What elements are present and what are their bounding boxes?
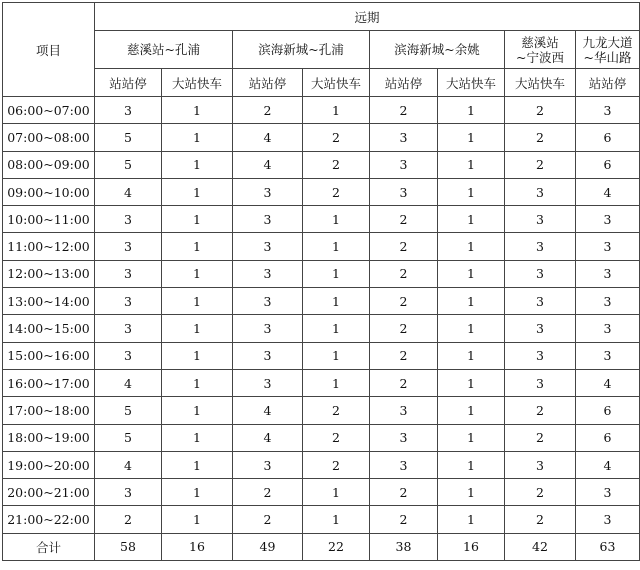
value-cell: 4 bbox=[233, 397, 303, 424]
value-cell: 3 bbox=[233, 206, 303, 233]
value-cell: 1 bbox=[438, 178, 505, 205]
value-cell: 3 bbox=[576, 97, 640, 124]
value-cell: 1 bbox=[303, 506, 370, 533]
value-cell: 2 bbox=[505, 124, 576, 151]
value-cell: 1 bbox=[162, 260, 233, 287]
route-header-text: 九龙大道 ~华山路 bbox=[582, 34, 633, 65]
value-cell: 3 bbox=[576, 479, 640, 506]
table-row bbox=[3, 315, 640, 342]
value-cell: 3 bbox=[95, 479, 162, 506]
value-cell: 1 bbox=[438, 260, 505, 287]
mode-header: 站站停 bbox=[370, 69, 438, 97]
value-cell: 3 bbox=[576, 342, 640, 369]
total-cell: 16 bbox=[162, 533, 233, 560]
value-cell: 2 bbox=[370, 233, 438, 260]
value-cell: 1 bbox=[162, 369, 233, 396]
value-cell: 4 bbox=[95, 369, 162, 396]
time-cell: 09:00~10:00 bbox=[3, 178, 95, 205]
mode-header: 大站快车 bbox=[162, 69, 233, 97]
value-cell: 2 bbox=[505, 151, 576, 178]
value-cell: 3 bbox=[95, 288, 162, 315]
value-cell: 4 bbox=[95, 451, 162, 478]
value-cell: 6 bbox=[576, 397, 640, 424]
value-cell: 1 bbox=[438, 506, 505, 533]
value-cell: 3 bbox=[576, 206, 640, 233]
value-cell: 3 bbox=[370, 178, 438, 205]
value-cell: 1 bbox=[438, 288, 505, 315]
total-label: 合计 bbox=[3, 533, 95, 560]
value-cell: 2 bbox=[233, 506, 303, 533]
value-cell: 2 bbox=[505, 479, 576, 506]
value-cell: 3 bbox=[370, 151, 438, 178]
value-cell: 3 bbox=[576, 288, 640, 315]
value-cell: 5 bbox=[95, 124, 162, 151]
time-cell: 17:00~18:00 bbox=[3, 397, 95, 424]
value-cell: 2 bbox=[505, 424, 576, 451]
value-cell: 3 bbox=[370, 451, 438, 478]
value-cell: 2 bbox=[370, 342, 438, 369]
table-row bbox=[3, 397, 640, 424]
route-header: 慈溪站~孔浦 bbox=[95, 31, 233, 69]
group-header: 远期 bbox=[95, 3, 640, 31]
table-row bbox=[3, 451, 640, 478]
value-cell: 2 bbox=[303, 451, 370, 478]
value-cell: 2 bbox=[303, 151, 370, 178]
value-cell: 2 bbox=[370, 260, 438, 287]
table-body bbox=[3, 97, 640, 561]
value-cell: 4 bbox=[233, 424, 303, 451]
table-row bbox=[3, 178, 640, 205]
value-cell: 1 bbox=[438, 151, 505, 178]
mode-header: 大站快车 bbox=[505, 69, 576, 97]
table-row bbox=[3, 424, 640, 451]
time-cell: 18:00~19:00 bbox=[3, 424, 95, 451]
value-cell: 1 bbox=[162, 479, 233, 506]
value-cell: 6 bbox=[576, 124, 640, 151]
value-cell: 1 bbox=[438, 342, 505, 369]
value-cell: 2 bbox=[370, 288, 438, 315]
value-cell: 1 bbox=[162, 124, 233, 151]
table-row bbox=[3, 260, 640, 287]
route-header-text: 慈溪站 ~宁波西 bbox=[516, 34, 564, 65]
value-cell: 2 bbox=[370, 97, 438, 124]
table-row bbox=[3, 506, 640, 533]
value-cell: 3 bbox=[505, 315, 576, 342]
value-cell: 1 bbox=[438, 479, 505, 506]
value-cell: 1 bbox=[162, 506, 233, 533]
time-cell: 20:00~21:00 bbox=[3, 479, 95, 506]
total-cell: 63 bbox=[576, 533, 640, 560]
value-cell: 4 bbox=[576, 178, 640, 205]
value-cell: 2 bbox=[505, 97, 576, 124]
total-cell: 49 bbox=[233, 533, 303, 560]
time-cell: 16:00~17:00 bbox=[3, 369, 95, 396]
value-cell: 3 bbox=[95, 260, 162, 287]
value-cell: 3 bbox=[95, 97, 162, 124]
timetable bbox=[2, 2, 640, 561]
total-cell: 42 bbox=[505, 533, 576, 560]
value-cell: 3 bbox=[95, 233, 162, 260]
time-cell: 15:00~16:00 bbox=[3, 342, 95, 369]
value-cell: 3 bbox=[370, 397, 438, 424]
value-cell: 1 bbox=[162, 178, 233, 205]
time-cell: 14:00~15:00 bbox=[3, 315, 95, 342]
value-cell: 6 bbox=[576, 151, 640, 178]
value-cell: 1 bbox=[162, 97, 233, 124]
table-row bbox=[3, 288, 640, 315]
value-cell: 2 bbox=[370, 315, 438, 342]
value-cell: 1 bbox=[162, 424, 233, 451]
value-cell: 3 bbox=[233, 342, 303, 369]
value-cell: 3 bbox=[505, 288, 576, 315]
table-row bbox=[3, 206, 640, 233]
value-cell: 3 bbox=[576, 506, 640, 533]
value-cell: 1 bbox=[438, 369, 505, 396]
value-cell: 3 bbox=[576, 260, 640, 287]
value-cell: 1 bbox=[438, 233, 505, 260]
value-cell: 3 bbox=[505, 178, 576, 205]
value-cell: 1 bbox=[438, 124, 505, 151]
value-cell: 3 bbox=[505, 233, 576, 260]
value-cell: 1 bbox=[162, 397, 233, 424]
value-cell: 3 bbox=[95, 342, 162, 369]
value-cell: 1 bbox=[438, 315, 505, 342]
value-cell: 3 bbox=[505, 451, 576, 478]
value-cell: 2 bbox=[233, 97, 303, 124]
value-cell: 4 bbox=[576, 451, 640, 478]
item-header: 项目 bbox=[3, 3, 95, 97]
value-cell: 3 bbox=[95, 206, 162, 233]
value-cell: 4 bbox=[576, 369, 640, 396]
mode-header: 站站停 bbox=[233, 69, 303, 97]
value-cell: 3 bbox=[233, 451, 303, 478]
time-cell: 06:00~07:00 bbox=[3, 97, 95, 124]
mode-header: 站站停 bbox=[576, 69, 640, 97]
route-header bbox=[505, 31, 576, 69]
value-cell: 2 bbox=[370, 206, 438, 233]
value-cell: 2 bbox=[233, 479, 303, 506]
time-cell: 08:00~09:00 bbox=[3, 151, 95, 178]
table-row bbox=[3, 151, 640, 178]
total-cell: 58 bbox=[95, 533, 162, 560]
value-cell: 1 bbox=[162, 206, 233, 233]
value-cell: 3 bbox=[505, 342, 576, 369]
value-cell: 1 bbox=[303, 342, 370, 369]
table-row bbox=[3, 342, 640, 369]
value-cell: 1 bbox=[303, 233, 370, 260]
total-cell: 38 bbox=[370, 533, 438, 560]
value-cell: 3 bbox=[233, 233, 303, 260]
value-cell: 2 bbox=[505, 397, 576, 424]
value-cell: 1 bbox=[303, 369, 370, 396]
value-cell: 5 bbox=[95, 151, 162, 178]
table-row bbox=[3, 369, 640, 396]
value-cell: 3 bbox=[505, 206, 576, 233]
value-cell: 3 bbox=[233, 260, 303, 287]
value-cell: 3 bbox=[505, 369, 576, 396]
value-cell: 2 bbox=[505, 506, 576, 533]
value-cell: 2 bbox=[370, 479, 438, 506]
table-row bbox=[3, 124, 640, 151]
value-cell: 1 bbox=[162, 288, 233, 315]
value-cell: 1 bbox=[303, 260, 370, 287]
time-cell: 19:00~20:00 bbox=[3, 451, 95, 478]
value-cell: 1 bbox=[162, 315, 233, 342]
time-cell: 21:00~22:00 bbox=[3, 506, 95, 533]
value-cell: 3 bbox=[233, 288, 303, 315]
time-cell: 12:00~13:00 bbox=[3, 260, 95, 287]
value-cell: 3 bbox=[233, 315, 303, 342]
value-cell: 2 bbox=[303, 424, 370, 451]
value-cell: 1 bbox=[162, 233, 233, 260]
value-cell: 1 bbox=[162, 451, 233, 478]
total-cell: 16 bbox=[438, 533, 505, 560]
value-cell: 5 bbox=[95, 424, 162, 451]
value-cell: 1 bbox=[303, 97, 370, 124]
table-row bbox=[3, 233, 640, 260]
value-cell: 3 bbox=[576, 315, 640, 342]
route-header bbox=[576, 31, 640, 69]
value-cell: 3 bbox=[505, 260, 576, 287]
value-cell: 1 bbox=[438, 97, 505, 124]
value-cell: 3 bbox=[370, 424, 438, 451]
value-cell: 3 bbox=[576, 233, 640, 260]
value-cell: 1 bbox=[303, 315, 370, 342]
value-cell: 1 bbox=[162, 151, 233, 178]
route-header: 滨海新城~余姚 bbox=[370, 31, 505, 69]
value-cell: 2 bbox=[303, 124, 370, 151]
value-cell: 4 bbox=[95, 178, 162, 205]
time-cell: 13:00~14:00 bbox=[3, 288, 95, 315]
value-cell: 3 bbox=[95, 315, 162, 342]
total-cell: 22 bbox=[303, 533, 370, 560]
value-cell: 5 bbox=[95, 397, 162, 424]
mode-header-row bbox=[3, 69, 640, 97]
mode-header: 站站停 bbox=[95, 69, 162, 97]
value-cell: 3 bbox=[233, 369, 303, 396]
value-cell: 2 bbox=[370, 369, 438, 396]
value-cell: 6 bbox=[576, 424, 640, 451]
value-cell: 1 bbox=[303, 206, 370, 233]
value-cell: 1 bbox=[438, 206, 505, 233]
mode-header: 大站快车 bbox=[438, 69, 505, 97]
route-header-row bbox=[3, 31, 640, 69]
total-row bbox=[3, 533, 640, 560]
route-header: 滨海新城~孔浦 bbox=[233, 31, 370, 69]
value-cell: 1 bbox=[438, 424, 505, 451]
value-cell: 1 bbox=[303, 288, 370, 315]
table-row bbox=[3, 479, 640, 506]
value-cell: 1 bbox=[438, 397, 505, 424]
table-row bbox=[3, 97, 640, 124]
value-cell: 1 bbox=[303, 479, 370, 506]
value-cell: 2 bbox=[95, 506, 162, 533]
value-cell: 2 bbox=[303, 397, 370, 424]
time-cell: 10:00~11:00 bbox=[3, 206, 95, 233]
mode-header: 大站快车 bbox=[303, 69, 370, 97]
value-cell: 3 bbox=[233, 178, 303, 205]
table-container bbox=[2, 2, 640, 561]
value-cell: 2 bbox=[370, 506, 438, 533]
value-cell: 4 bbox=[233, 151, 303, 178]
time-cell: 07:00~08:00 bbox=[3, 124, 95, 151]
value-cell: 4 bbox=[233, 124, 303, 151]
value-cell: 1 bbox=[162, 342, 233, 369]
value-cell: 2 bbox=[303, 178, 370, 205]
value-cell: 1 bbox=[438, 451, 505, 478]
value-cell: 3 bbox=[370, 124, 438, 151]
time-cell: 11:00~12:00 bbox=[3, 233, 95, 260]
